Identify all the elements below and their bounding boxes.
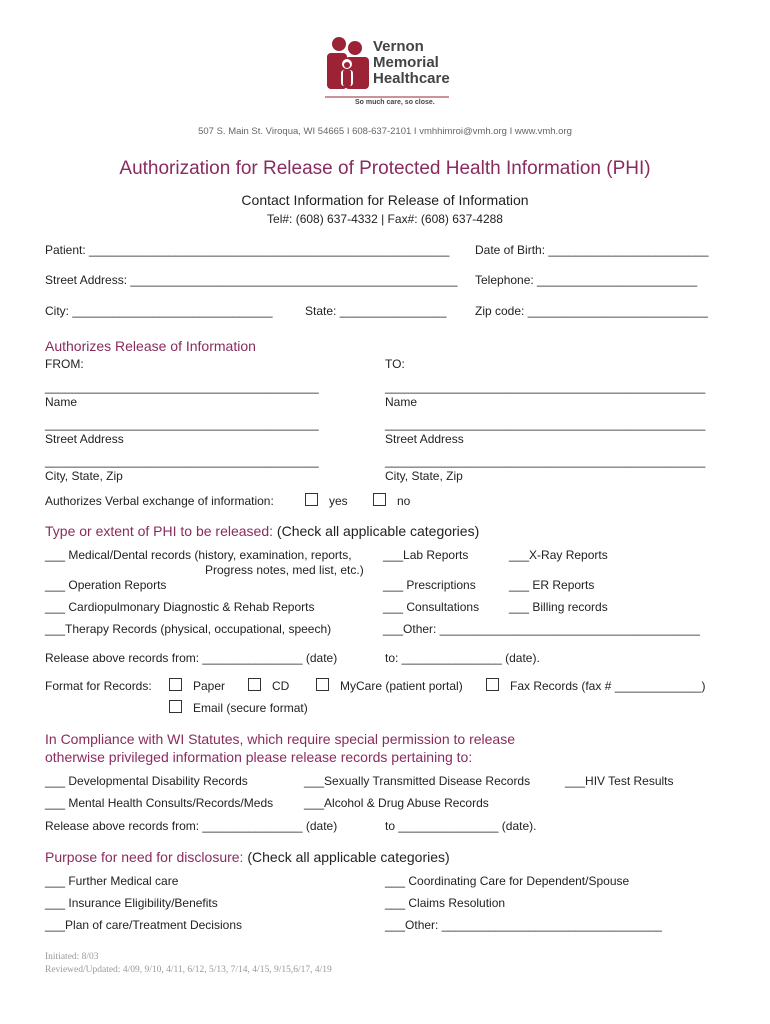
purpose-plan-option[interactable]: ___Plan of care/Treatment Decisions: [45, 918, 242, 932]
format-paper-label: Paper: [193, 679, 226, 693]
phi-heading-row: [45, 523, 479, 539]
authorizes-heading: Authorizes Release of Information: [45, 338, 256, 354]
phi-release-to[interactable]: to: _______________ (date).: [385, 651, 540, 665]
wi-heading-line-1: In Compliance with WI Statutes, which require special permission to release: [45, 731, 515, 747]
wi-mental-option[interactable]: ___ Mental Health Consults/Records/Meds: [45, 796, 274, 810]
to-label: TO:: [385, 357, 405, 371]
telephone-field[interactable]: Telephone: ________________________: [475, 273, 698, 287]
purpose-heading: Purpose for need for disclosure:: [45, 849, 244, 865]
purpose-insurance-option[interactable]: ___ Insurance Eligibility/Benefits: [45, 896, 218, 910]
to-street-label: Street Address: [385, 432, 464, 446]
verbal-no-checkbox[interactable]: [373, 493, 386, 506]
patient-field[interactable]: Patient: ______________________________________________________: [45, 243, 450, 257]
from-name-label: Name: [45, 395, 78, 409]
zip-field[interactable]: Zip code: ___________________________: [475, 304, 708, 318]
from-street-line[interactable]: _________________________________________: [45, 417, 319, 431]
phi-cardio-option[interactable]: ___ Cardiopulmonary Diagnostic & Rehab Reports: [45, 600, 315, 614]
wi-std-option[interactable]: ___Sexually Transmitted Disease Records: [304, 774, 531, 788]
street-address-field[interactable]: Street Address: _________________________________________________: [45, 273, 458, 287]
dob-field[interactable]: Date of Birth: ________________________: [475, 243, 709, 257]
contact-heading: Contact Information for Release of Information: [241, 192, 529, 208]
phi-billing-option[interactable]: ___ Billing records: [509, 600, 608, 614]
state-field[interactable]: State: ________________: [305, 304, 447, 318]
phi-heading: Type or extent of PHI to be released:: [45, 523, 274, 539]
purpose-further-option[interactable]: ___ Further Medical care: [45, 874, 179, 888]
page-title: Authorization for Release of Protected Health Information (PHI): [119, 158, 651, 179]
to-street-line[interactable]: ________________________________________________: [385, 417, 706, 431]
phi-other-option[interactable]: ___Other: _______________________________________: [383, 622, 700, 636]
brand-line-2: Memorial: [373, 54, 439, 71]
phi-consultations-option[interactable]: ___ Consultations: [383, 600, 480, 614]
footer-reviewed: Reviewed/Updated: 4/09, 9/10, 4/11, 6/12, 5/13, 7/14, 4/15, 9/15,6/17, 4/19: [45, 965, 332, 975]
purpose-heading-row: [45, 849, 450, 865]
wi-dev-option[interactable]: ___ Developmental Disability Records: [45, 774, 248, 788]
format-label: Format for Records:: [45, 679, 152, 693]
phi-heading-note: (Check all applicable categories): [276, 523, 480, 539]
phi-medical-option[interactable]: ___ Medical/Dental records (history, examination, reports,: [45, 548, 352, 562]
format-mycare-label: MyCare (patient portal): [340, 679, 463, 693]
phi-release-from[interactable]: Release above records from: _______________ (date): [45, 651, 338, 665]
footer-initiated: Initiated: 8/03: [45, 952, 99, 962]
wi-heading-line-2: otherwise privileged information please release records pertaining to:: [45, 749, 473, 765]
wi-release-from[interactable]: Release above records from: _______________ (date): [45, 819, 338, 833]
phi-xray-option[interactable]: ___X-Ray Reports: [509, 548, 608, 562]
wi-hiv-option[interactable]: ___HIV Test Results: [565, 774, 674, 788]
from-label: FROM:: [45, 357, 84, 371]
phi-operation-option[interactable]: ___ Operation Reports: [45, 578, 167, 592]
format-email-label: Email (secure format): [193, 701, 308, 715]
phi-medical-option-cont: Progress notes, med list, etc.): [205, 563, 364, 577]
brand-line-3: Healthcare: [373, 70, 450, 87]
phi-er-option[interactable]: ___ ER Reports: [509, 578, 595, 592]
vernon-memorial-logo: [325, 36, 449, 110]
from-city-label: City, State, Zip: [45, 469, 123, 483]
from-city-line[interactable]: _________________________________________: [45, 454, 319, 468]
purpose-other-option[interactable]: ___Other: _________________________________: [385, 918, 662, 932]
wi-alcohol-option[interactable]: ___Alcohol & Drug Abuse Records: [304, 796, 489, 810]
verbal-yes-label: yes: [329, 494, 348, 508]
to-name-label: Name: [385, 395, 418, 409]
phi-lab-option[interactable]: ___Lab Reports: [383, 548, 469, 562]
from-street-label: Street Address: [45, 432, 124, 446]
purpose-heading-note: (Check all applicable categories): [247, 849, 450, 865]
phi-therapy-option[interactable]: ___Therapy Records (physical, occupational, speech): [45, 622, 332, 636]
address-line: 507 S. Main St. Viroqua, WI 54665 I 608-637-2101 I vmhhimroi@vmh.org I www.vmh.org: [198, 126, 572, 137]
format-email-checkbox[interactable]: [169, 700, 182, 713]
to-name-line[interactable]: ________________________________________________: [385, 380, 706, 394]
purpose-coordinating-option[interactable]: ___ Coordinating Care for Dependent/Spouse: [385, 874, 630, 888]
format-mycare-checkbox[interactable]: [316, 678, 329, 691]
format-fax-label: Fax Records (fax # _____________): [510, 679, 706, 693]
verbal-no-label: no: [397, 494, 411, 508]
format-paper-checkbox[interactable]: [169, 678, 182, 691]
format-cd-label: CD: [272, 679, 290, 693]
tagline: So much care, so close.: [355, 99, 435, 106]
format-cd-checkbox[interactable]: [248, 678, 261, 691]
verbal-yes-checkbox[interactable]: [305, 493, 318, 506]
to-city-line[interactable]: ________________________________________________: [385, 454, 706, 468]
from-name-line[interactable]: _________________________________________: [45, 380, 319, 394]
phi-prescriptions-option[interactable]: ___ Prescriptions: [383, 578, 476, 592]
to-city-label: City, State, Zip: [385, 469, 463, 483]
wi-release-to[interactable]: to _______________ (date).: [385, 819, 537, 833]
verbal-exchange-label: Authorizes Verbal exchange of information:: [45, 494, 274, 508]
contact-phones: Tel#: (608) 637-4332 | Fax#: (608) 637-4288: [267, 212, 503, 226]
purpose-claims-option[interactable]: ___ Claims Resolution: [385, 896, 506, 910]
brand-line-1: Vernon: [373, 38, 424, 55]
city-field[interactable]: City: ______________________________: [45, 304, 273, 318]
format-fax-checkbox[interactable]: [486, 678, 499, 691]
